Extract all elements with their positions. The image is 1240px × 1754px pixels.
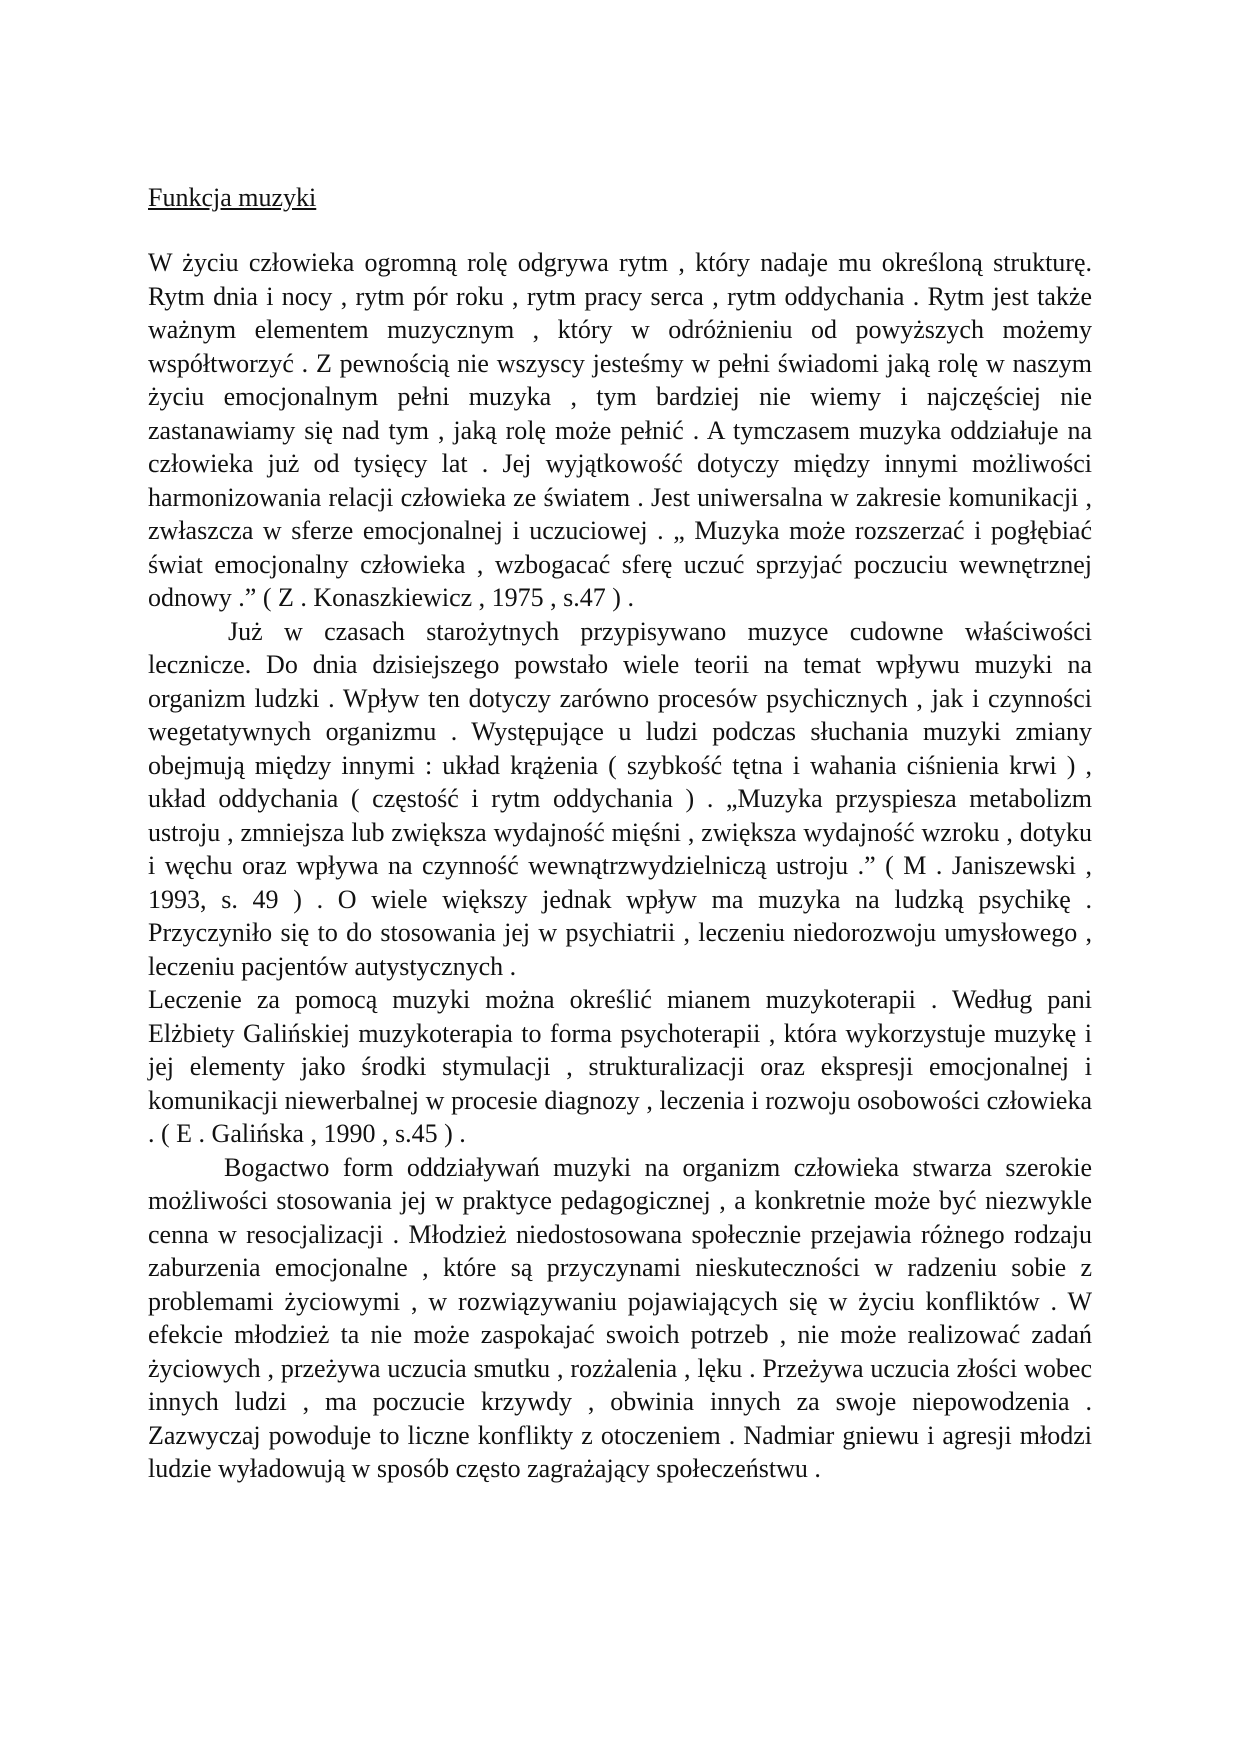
document-title: Funkcja muzyki (148, 183, 317, 212)
paragraph-resocialization: Bogactwo form oddziaływań muzyki na organizm człowieka stwarza szerokie możliwości stosowania jej w praktyce pedagogicznej , a konkretnie może być niezwykle cenna w resocjalizacji . Młodzież niedostosowana społecznie przejawia różnego rodzaju zaburzenia emocjonalne , które są przyczynami nieskuteczności w radzeniu sobie z problemami życiowymi , w rozwiązywaniu pojawiających się w życiu konfliktów . W efekcie młodzież ta nie może zaspokajać swoich potrzeb , nie może realizować zadań życiowych , przeżywa uczucia smutku , rozżalenia , lęku . Przeżywa uczucia złości wobec innych ludzi , ma poczucie krzywdy , obwinia innych za swoje niepowodzenia . Zazwyczaj powoduje to liczne konflikty z otoczeniem . Nadmiar gniewu i agresji młodzi ludzie wyładowują w sposób często zagrażający społeczeństwu . (148, 1152, 1092, 1483)
document-body (148, 180, 1092, 1486)
paragraph-rhythm: W życiu człowieka ogromną rolę odgrywa rytm , który nadaje mu określoną strukturę. Rytm dnia i nocy , rytm pór roku , rytm pracy serca , rytm oddychania . Rytm jest także ważnym elementem muzycznym , który w odróżnieniu od powyższych możemy współtworzyć . Z pewnością nie wszyscy jesteśmy w pełni świadomi jaką rolę w naszym życiu emocjonalnym pełni muzyka , tym bardziej nie wiemy i najczęściej nie zastanawiamy się nad tym , jaką rolę może pełnić . A tymczasem muzyka oddziałuje na człowieka już od tysięcy lat . Jej wyjątkowość dotyczy między innymi możliwości harmonizowania relacji człowieka ze światem . Jest uniwersalna w zakresie komunikacji , zwłaszcza w sferze emocjonalnej i uczuciowej . „ Muzyka może rozszerzać i pogłębiać świat emocjonalny człowieka , wzbogacać sferę uczuć sprzyjać poczuciu wewnętrznej odnowy .” ( Z . Konaszkiewicz , 1975 , s.47 ) . (148, 248, 1092, 612)
paragraph-music-therapy: Leczenie za pomocą muzyki można określić mianem muzykoterapii . Według pani Elżbiety Galińskiej muzykoterapia to forma psychoterapii , która wykorzystuje muzykę i jej elementy jako środki stymulacji , strukturalizacji oraz ekspresji emocjonalnej i komunikacji niewerbalnej w procesie diagnozy , leczenia i rozwoju osobowości człowieka . ( E . Galińska , 1990 , s.45 ) . (148, 985, 1092, 1148)
paragraph-ancient-healing: Już w czasach starożytnych przypisywano muzyce cudowne właściwości lecznicze. Do dnia dzisiejszego powstało wiele teorii na temat wpływu muzyki na organizm ludzki . Wpływ ten dotyczy zarówno procesów psychicznych , jak i czynności wegetatywnych organizmu . Występujące u ludzi podczas słuchania muzyki zmiany obejmują między innymi : układ krążenia ( szybkość tętna i wahania ciśnienia krwi ) , układ oddychania ( częstość i rytm oddychania ) . „Muzyka przyspiesza metabolizm ustroju , zmniejsza lub zwiększa wydajność mięśni , zwiększa wydajność wzroku , dotyku i węchu oraz wpływa na czynność wewnątrzwydzielniczą ustroju .” ( M . Janiszewski , 1993, s. 49 ) . O wiele większy jednak wpływ ma muzyka na ludzką psychikę . Przyczyniło się to do stosowania jej w psychiatrii , leczeniu niedorozwoju umysłowego , leczeniu pacjentów autystycznych . (148, 616, 1092, 981)
